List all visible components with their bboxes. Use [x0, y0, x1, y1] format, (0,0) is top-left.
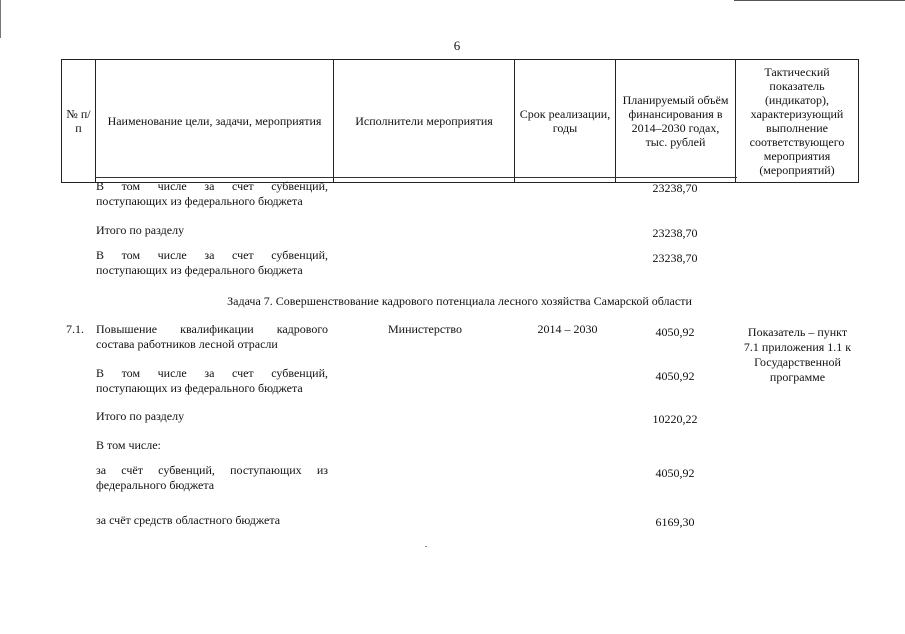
- header-col-indicator: Тактический показатель (индикатор), характеризующий выполнение соответствующего мероприятия (мероприятий): [736, 60, 859, 183]
- row-description: за счёт субвенций, поступающих из федерального бюджета: [96, 463, 328, 492]
- header-col-term: Срок реализации, годы: [515, 60, 616, 183]
- row-description: В том числе за счет субвенций, поступающих из федерального бюджета: [96, 179, 328, 208]
- row-description: В том числе за счет субвенций, поступающих из федерального бюджета: [96, 248, 328, 277]
- header-bottom-rule: [95, 177, 737, 178]
- row-amount: 23238,70: [652, 181, 698, 195]
- header-col-financing: Планируемый объём финансирования в 2014–2030 годах, тыс. рублей: [616, 60, 736, 183]
- row-amount: 23238,70: [652, 226, 698, 240]
- row-number: 7.1.: [66, 322, 84, 336]
- scan-artifact-top-line: [734, 0, 905, 1]
- row-description: В том числе за счет субвенций, поступающих из федерального бюджета: [96, 366, 328, 395]
- row-description: В том числе:: [96, 438, 161, 452]
- scan-artifact-left-line: [0, 0, 1, 38]
- row-amount: 4050,92: [655, 369, 695, 383]
- row-description: Итого по разделу: [96, 223, 185, 237]
- page-number: 6: [453, 38, 461, 53]
- row-description: за счёт средств областного бюджета: [96, 513, 281, 527]
- row-indicator: Показатель – пункт 7.1 приложения 1.1 к Государственной программе: [743, 325, 852, 384]
- row-amount: 4050,92: [655, 325, 695, 339]
- row-term: 2014 – 2030: [537, 322, 598, 336]
- row-description: Повышение квалификации кадрового состава работников лесной отрасли: [96, 322, 328, 351]
- task-heading: Задача 7. Совершенствование кадрового потенциала лесного хозяйства Самарской области: [227, 294, 692, 308]
- row-amount: 10220,22: [652, 412, 698, 426]
- header-col-number: № п/п: [62, 60, 96, 183]
- scan-artifact-speck: [425, 546, 427, 547]
- row-amount: 4050,92: [655, 466, 695, 480]
- row-amount: 6169,30: [655, 515, 695, 529]
- row-executor: Министерство: [388, 322, 462, 336]
- row-amount: 23238,70: [652, 251, 698, 265]
- row-description: Итого по разделу: [96, 409, 185, 423]
- header-col-name: Наименование цели, задачи, мероприятия: [96, 60, 334, 183]
- header-col-executors: Исполнители мероприятия: [334, 60, 515, 183]
- table-header: [61, 59, 859, 183]
